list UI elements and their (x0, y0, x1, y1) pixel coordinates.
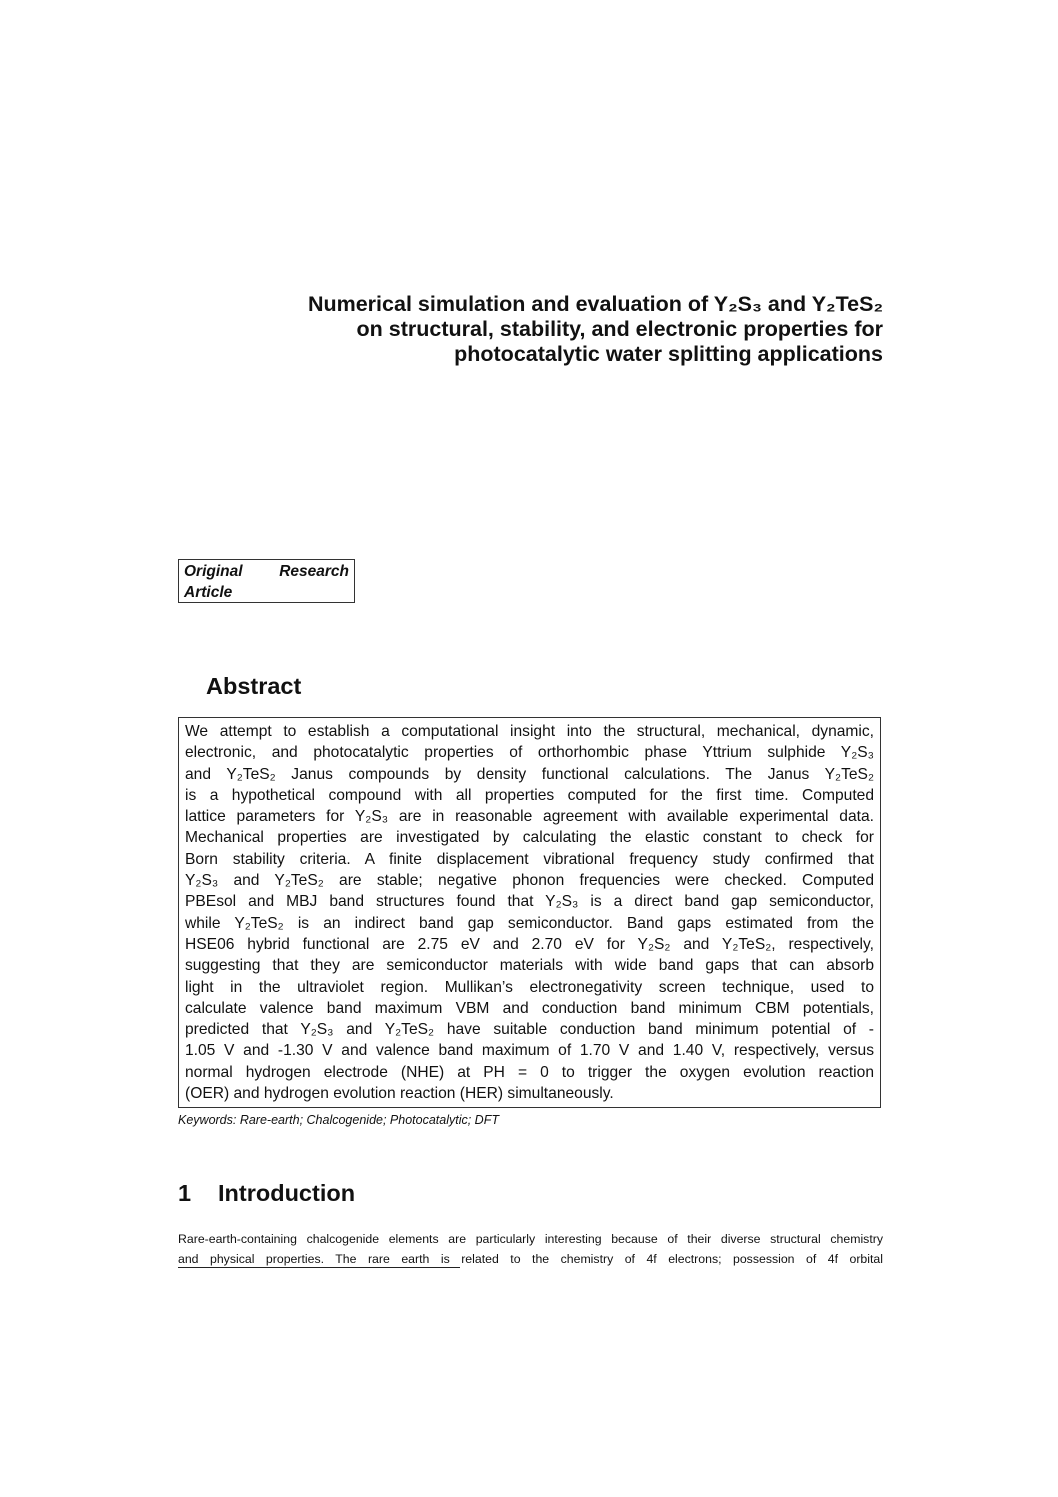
abstract-line: lattice parameters for Y₂S₃ are in reasonable agreement with available experimental data. (185, 808, 874, 826)
abstract-line: We attempt to establish a computational insight into the structural, mechanical, dynamic, (185, 723, 874, 740)
paper-title (150, 292, 883, 367)
keywords: Keywords: Rare-earth; Chalcogenide; Photocatalytic; DFT (178, 1113, 499, 1127)
article-type-word: Research (279, 563, 349, 580)
abstract-line: and Y₂TeS₂ Janus compounds by density functional calculations. The Janus Y₂TeS₂ (185, 765, 874, 783)
section-heading-introduction (178, 1180, 355, 1207)
abstract-line: is a hypothetical compound with all properties computed for the first time. Computed (185, 786, 874, 804)
abstract-line: (OER) and hydrogen evolution reaction (HER) simultaneously. (185, 1085, 614, 1103)
abstract-line: predicted that Y₂S₃ and Y₂TeS₂ have suitable conduction band minimum potential of - (185, 1021, 874, 1039)
abstract-line: Born stability criteria. A finite displacement vibrational frequency study confirmed that (185, 850, 874, 868)
abstract-line: normal hydrogen electrode (NHE) at PH = 0 to trigger the oxygen evolution reaction (185, 1063, 874, 1081)
abstract-line: Mechanical properties are investigated by calculating the elastic constant to check for (185, 829, 874, 847)
article-type-word: Original (184, 563, 243, 580)
title-line: Numerical simulation and evaluation of Y₂S₃ and Y₂TeS₂ (307, 292, 883, 316)
abstract-line: 1.05 V and -1.30 V and valence band maximum of 1.70 V and 1.40 V, respectively, versus (185, 1042, 874, 1060)
article-type-box (178, 559, 355, 603)
abstract-line: while Y₂TeS₂ is an indirect band gap semiconductor. Band gaps estimated from the (185, 914, 874, 932)
abstract-heading: Abstract (206, 673, 302, 699)
abstract-line: Y₂S₃ and Y₂TeS₂ are stable; negative phonon frequencies were checked. Computed (185, 872, 874, 890)
abstract-line: light in the ultraviolet region. Mullikan’s electronegativity screen technique, used to (185, 978, 874, 996)
title-line: on structural, stability, and electronic properties for (356, 317, 883, 341)
abstract-line: suggesting that they are semiconductor materials with wide band gaps that can absorb (185, 957, 874, 975)
section-number: 1 (178, 1180, 192, 1206)
abstract-box (178, 717, 881, 1108)
abstract-line: electronic, and photocatalytic properties of orthorhombic phase Yttrium sulphide Y₂S₃ (185, 744, 874, 762)
title-line: photocatalytic water splitting applications (454, 342, 883, 366)
paragraph-line: and physical properties. The rare earth is related to the chemistry of 4f electrons; possession of 4f orbital (178, 1252, 883, 1266)
introduction-paragraph (178, 1229, 883, 1269)
section-title: Introduction (218, 1180, 356, 1206)
abstract-line: calculate valence band maximum VBM and conduction band minimum CBM potentials, (185, 999, 874, 1017)
paragraph-line: Rare-earth-containing chalcogenide elements are particularly interesting because of their diverse structural chemistry (178, 1232, 883, 1246)
abstract-line: PBEsol and MBJ band structures found that Y₂S₃ is a direct band gap semiconductor, (185, 893, 874, 911)
article-type-word: Article (184, 584, 233, 601)
footnote-rule (178, 1267, 460, 1268)
abstract-line: HSE06 hybrid functional are 2.75 eV and 2.70 eV for Y₂S₂ and Y₂TeS₂, respectively, (185, 935, 874, 953)
